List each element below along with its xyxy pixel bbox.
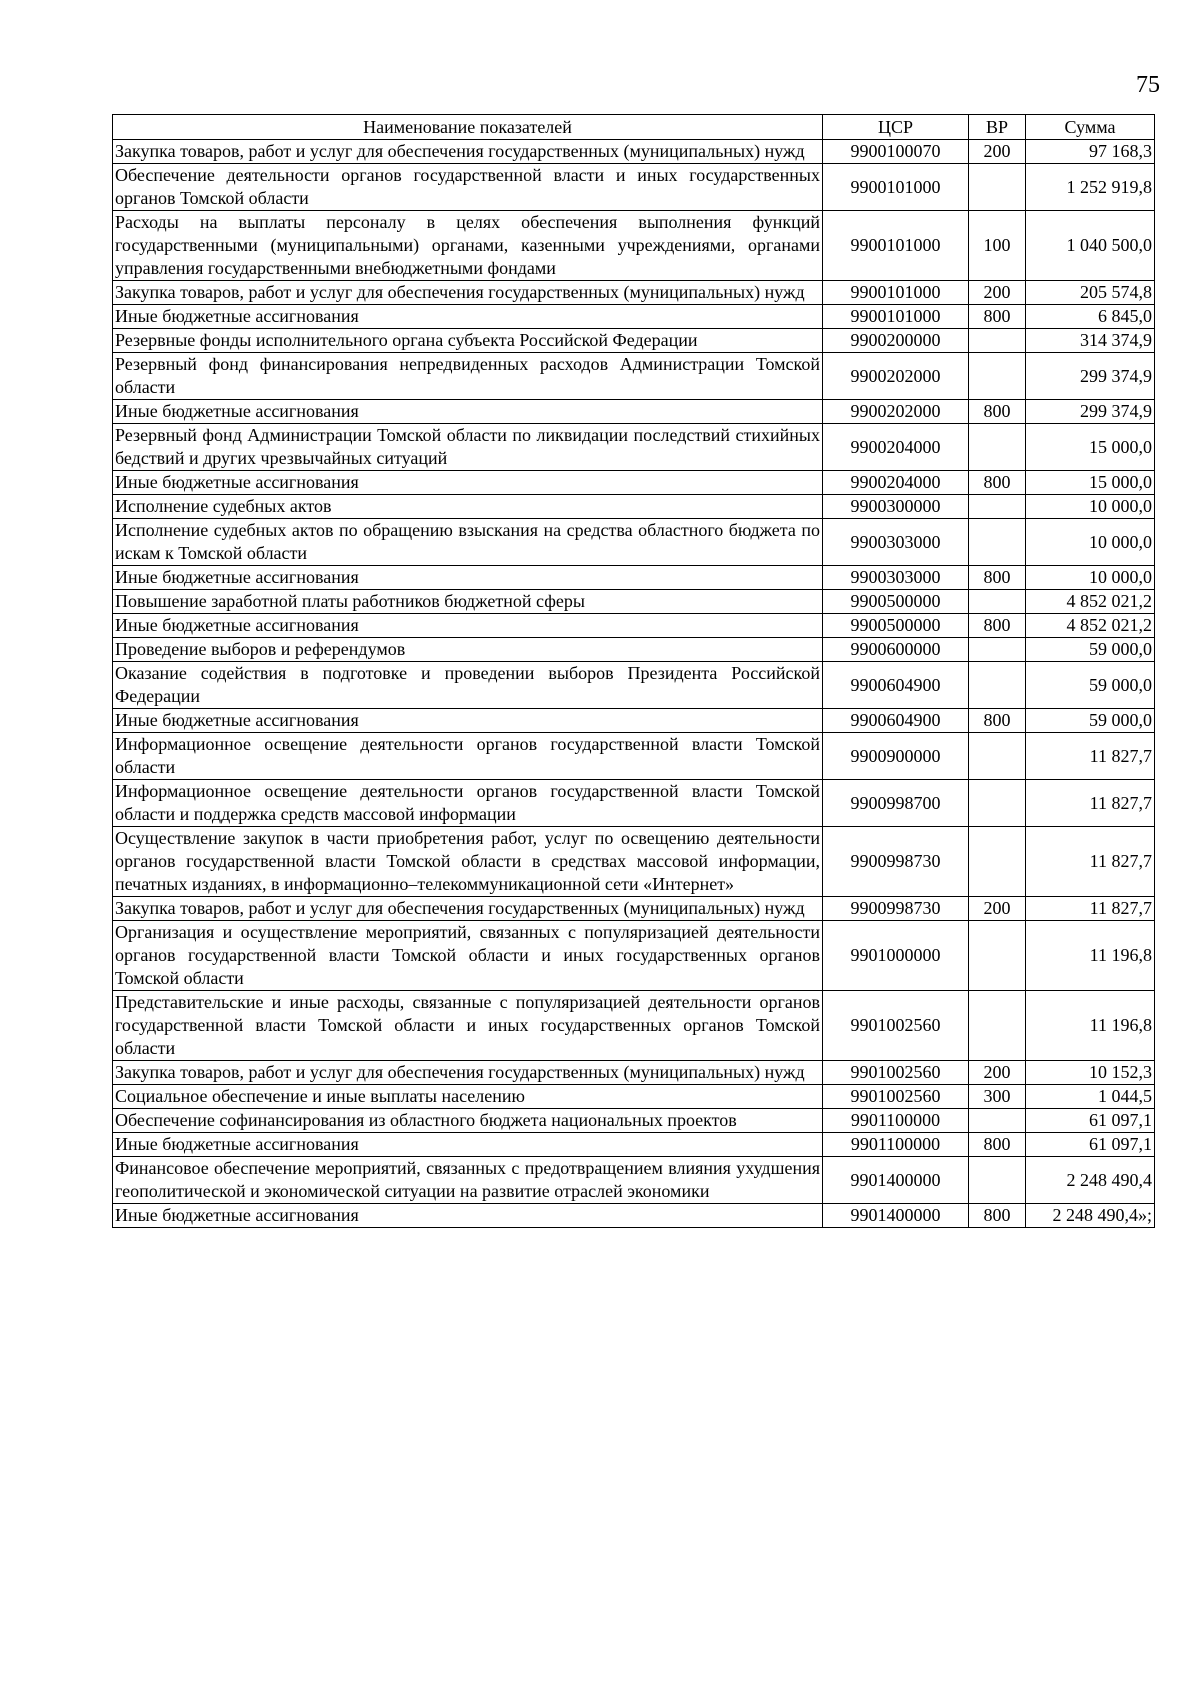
- row-csr-cell: 9900303000: [823, 566, 969, 590]
- row-csr-cell: 9900500000: [823, 614, 969, 638]
- table-row: [113, 281, 1155, 305]
- row-sum-cell: 11 827,7: [1026, 897, 1155, 921]
- row-name-cell: Представительские и иные расходы, связанные с популяризацией деятельности органов государственной власти Томской области и иных государственных органов Томской области: [113, 991, 823, 1061]
- row-csr-cell: 9900101000: [823, 211, 969, 281]
- row-csr-cell: 9901002560: [823, 1085, 969, 1109]
- row-name-cell: Иные бюджетные ассигнования: [113, 614, 823, 638]
- row-sum-cell: 10 000,0: [1026, 495, 1155, 519]
- row-csr-cell: 9901002560: [823, 991, 969, 1061]
- row-name-cell: Обеспечение деятельности органов государственной власти и иных государственных органов Томской области: [113, 164, 823, 211]
- row-csr-cell: 9900998730: [823, 897, 969, 921]
- table-row: [113, 1061, 1155, 1085]
- table-row: [113, 733, 1155, 780]
- row-vr-cell: 800: [969, 305, 1026, 329]
- row-name-cell: Осуществление закупок в части приобретения работ, услуг по освещению деятельности органов государственной власти Томской области в средствах массовой информации, печатных изданиях, в информационно–телекоммуникационной сети «Интернет»: [113, 827, 823, 897]
- row-sum-cell: 1 040 500,0: [1026, 211, 1155, 281]
- row-sum-cell: 299 374,9: [1026, 400, 1155, 424]
- row-csr-cell: 9900600000: [823, 638, 969, 662]
- table-row: [113, 921, 1155, 991]
- row-name-cell: Резервный фонд финансирования непредвиденных расходов Администрации Томской области: [113, 353, 823, 400]
- row-sum-cell: 6 845,0: [1026, 305, 1155, 329]
- row-sum-cell: 61 097,1: [1026, 1133, 1155, 1157]
- table-row: [113, 519, 1155, 566]
- row-sum-cell: 59 000,0: [1026, 662, 1155, 709]
- row-vr-cell: 200: [969, 897, 1026, 921]
- row-vr-cell: 800: [969, 400, 1026, 424]
- row-name-cell: Повышение заработной платы работников бюджетной сферы: [113, 590, 823, 614]
- row-sum-cell: 2 248 490,4: [1026, 1157, 1155, 1204]
- row-name-cell: Иные бюджетные ассигнования: [113, 1133, 823, 1157]
- row-name-cell: Закупка товаров, работ и услуг для обеспечения государственных (муниципальных) нужд: [113, 140, 823, 164]
- row-csr-cell: 9900204000: [823, 424, 969, 471]
- row-vr-cell: [969, 1109, 1026, 1133]
- row-csr-cell: 9901000000: [823, 921, 969, 991]
- row-vr-cell: [969, 519, 1026, 566]
- row-sum-cell: 11 196,8: [1026, 921, 1155, 991]
- row-vr-cell: 800: [969, 709, 1026, 733]
- table-row: [113, 471, 1155, 495]
- row-vr-cell: 800: [969, 566, 1026, 590]
- row-csr-cell: 9900998700: [823, 780, 969, 827]
- row-name-cell: Закупка товаров, работ и услуг для обеспечения государственных (муниципальных) нужд: [113, 281, 823, 305]
- table-row: [113, 590, 1155, 614]
- table-row: [113, 566, 1155, 590]
- table-row: [113, 305, 1155, 329]
- row-sum-cell: 15 000,0: [1026, 424, 1155, 471]
- table-row: [113, 1109, 1155, 1133]
- row-csr-cell: 9900101000: [823, 281, 969, 305]
- row-vr-cell: 200: [969, 1061, 1026, 1085]
- row-vr-cell: [969, 921, 1026, 991]
- row-csr-cell: 9901100000: [823, 1109, 969, 1133]
- row-vr-cell: [969, 1157, 1026, 1204]
- row-sum-cell: 11 827,7: [1026, 827, 1155, 897]
- header-csr: ЦСР: [823, 115, 969, 140]
- row-name-cell: Организация и осуществление мероприятий, связанных с популяризацией деятельности органов государственной власти Томской области и иных государственных органов Томской области: [113, 921, 823, 991]
- table-row: [113, 211, 1155, 281]
- row-vr-cell: [969, 353, 1026, 400]
- row-name-cell: Иные бюджетные ассигнования: [113, 305, 823, 329]
- budget-table: [112, 114, 1155, 1228]
- row-name-cell: Обеспечение софинансирования из областного бюджета национальных проектов: [113, 1109, 823, 1133]
- row-vr-cell: [969, 329, 1026, 353]
- table-row: [113, 662, 1155, 709]
- row-csr-cell: 9901100000: [823, 1133, 969, 1157]
- row-sum-cell: 15 000,0: [1026, 471, 1155, 495]
- row-csr-cell: 9900300000: [823, 495, 969, 519]
- header-row: [113, 115, 1155, 140]
- row-csr-cell: 9900604900: [823, 709, 969, 733]
- row-sum-cell: 10 000,0: [1026, 566, 1155, 590]
- row-name-cell: Расходы на выплаты персоналу в целях обеспечения выполнения функций государственными (муниципальными) органами, казенными учреждениями, органами управления государственными внебюджетными фондами: [113, 211, 823, 281]
- row-vr-cell: 800: [969, 1204, 1026, 1228]
- row-vr-cell: [969, 638, 1026, 662]
- table-row: [113, 897, 1155, 921]
- row-csr-cell: 9900101000: [823, 305, 969, 329]
- table-row: [113, 991, 1155, 1061]
- row-name-cell: Закупка товаров, работ и услуг для обеспечения государственных (муниципальных) нужд: [113, 897, 823, 921]
- row-name-cell: Исполнение судебных актов: [113, 495, 823, 519]
- row-vr-cell: [969, 662, 1026, 709]
- row-name-cell: Иные бюджетные ассигнования: [113, 566, 823, 590]
- row-vr-cell: [969, 164, 1026, 211]
- table-row: [113, 638, 1155, 662]
- row-name-cell: Резервные фонды исполнительного органа субъекта Российской Федерации: [113, 329, 823, 353]
- row-sum-cell: 11 196,8: [1026, 991, 1155, 1061]
- row-name-cell: Проведение выборов и референдумов: [113, 638, 823, 662]
- row-sum-cell: 97 168,3: [1026, 140, 1155, 164]
- row-vr-cell: 800: [969, 614, 1026, 638]
- row-vr-cell: [969, 827, 1026, 897]
- row-csr-cell: 9900900000: [823, 733, 969, 780]
- row-vr-cell: [969, 733, 1026, 780]
- row-sum-cell: 314 374,9: [1026, 329, 1155, 353]
- table-row: [113, 353, 1155, 400]
- table-row: [113, 400, 1155, 424]
- row-csr-cell: 9900204000: [823, 471, 969, 495]
- row-vr-cell: 200: [969, 140, 1026, 164]
- row-name-cell: Иные бюджетные ассигнования: [113, 709, 823, 733]
- row-csr-cell: 9900998730: [823, 827, 969, 897]
- row-sum-cell: 10 152,3: [1026, 1061, 1155, 1085]
- table-row: [113, 780, 1155, 827]
- row-vr-cell: [969, 424, 1026, 471]
- table-row: [113, 164, 1155, 211]
- table-row: [113, 495, 1155, 519]
- row-name-cell: Финансовое обеспечение мероприятий, связанных с предотвращением влияния ухудшения геополитической и экономической ситуации на развитие отраслей экономики: [113, 1157, 823, 1204]
- row-sum-cell: 10 000,0: [1026, 519, 1155, 566]
- row-vr-cell: 100: [969, 211, 1026, 281]
- row-csr-cell: 9900202000: [823, 400, 969, 424]
- table-row: [113, 140, 1155, 164]
- table-row: [113, 329, 1155, 353]
- row-sum-cell: 61 097,1: [1026, 1109, 1155, 1133]
- row-sum-cell: 11 827,7: [1026, 733, 1155, 780]
- row-name-cell: Информационное освещение деятельности органов государственной власти Томской области и поддержка средств массовой информации: [113, 780, 823, 827]
- header-vr: ВР: [969, 115, 1026, 140]
- row-vr-cell: [969, 991, 1026, 1061]
- row-name-cell: Социальное обеспечение и иные выплаты населению: [113, 1085, 823, 1109]
- table-row: [113, 1204, 1155, 1228]
- row-csr-cell: 9901400000: [823, 1204, 969, 1228]
- row-name-cell: Оказание содействия в подготовке и проведении выборов Президента Российской Федерации: [113, 662, 823, 709]
- header-name: Наименование показателей: [113, 115, 823, 140]
- table-row: [113, 827, 1155, 897]
- table-row: [113, 709, 1155, 733]
- row-vr-cell: [969, 495, 1026, 519]
- table-header: [113, 115, 1155, 140]
- row-vr-cell: [969, 780, 1026, 827]
- row-sum-cell: 4 852 021,2: [1026, 614, 1155, 638]
- row-csr-cell: 9900202000: [823, 353, 969, 400]
- row-name-cell: Иные бюджетные ассигнования: [113, 1204, 823, 1228]
- row-csr-cell: 9900100070: [823, 140, 969, 164]
- row-vr-cell: 800: [969, 471, 1026, 495]
- row-name-cell: Исполнение судебных актов по обращению взыскания на средства областного бюджета по искам к Томской области: [113, 519, 823, 566]
- header-sum: Сумма: [1026, 115, 1155, 140]
- table-row: [113, 614, 1155, 638]
- page-number: 75: [1136, 72, 1160, 98]
- row-sum-cell: 2 248 490,4»;: [1026, 1204, 1155, 1228]
- row-sum-cell: 1 044,5: [1026, 1085, 1155, 1109]
- row-vr-cell: 800: [969, 1133, 1026, 1157]
- row-csr-cell: 9900500000: [823, 590, 969, 614]
- row-name-cell: Закупка товаров, работ и услуг для обеспечения государственных (муниципальных) нужд: [113, 1061, 823, 1085]
- row-name-cell: Резервный фонд Администрации Томской области по ликвидации последствий стихийных бедствий и других чрезвычайных ситуаций: [113, 424, 823, 471]
- row-sum-cell: 4 852 021,2: [1026, 590, 1155, 614]
- table-row: [113, 1085, 1155, 1109]
- table-row: [113, 1133, 1155, 1157]
- row-sum-cell: 1 252 919,8: [1026, 164, 1155, 211]
- row-name-cell: Иные бюджетные ассигнования: [113, 400, 823, 424]
- row-vr-cell: 200: [969, 281, 1026, 305]
- row-sum-cell: 11 827,7: [1026, 780, 1155, 827]
- row-csr-cell: 9901002560: [823, 1061, 969, 1085]
- row-vr-cell: 300: [969, 1085, 1026, 1109]
- row-csr-cell: 9900200000: [823, 329, 969, 353]
- row-csr-cell: 9900303000: [823, 519, 969, 566]
- row-csr-cell: 9901400000: [823, 1157, 969, 1204]
- row-name-cell: Информационное освещение деятельности органов государственной власти Томской области: [113, 733, 823, 780]
- row-csr-cell: 9900101000: [823, 164, 969, 211]
- row-sum-cell: 205 574,8: [1026, 281, 1155, 305]
- table-body: [113, 140, 1155, 1228]
- row-name-cell: Иные бюджетные ассигнования: [113, 471, 823, 495]
- row-csr-cell: 9900604900: [823, 662, 969, 709]
- row-sum-cell: 59 000,0: [1026, 638, 1155, 662]
- table-row: [113, 1157, 1155, 1204]
- row-sum-cell: 59 000,0: [1026, 709, 1155, 733]
- row-sum-cell: 299 374,9: [1026, 353, 1155, 400]
- row-vr-cell: [969, 590, 1026, 614]
- table-row: [113, 424, 1155, 471]
